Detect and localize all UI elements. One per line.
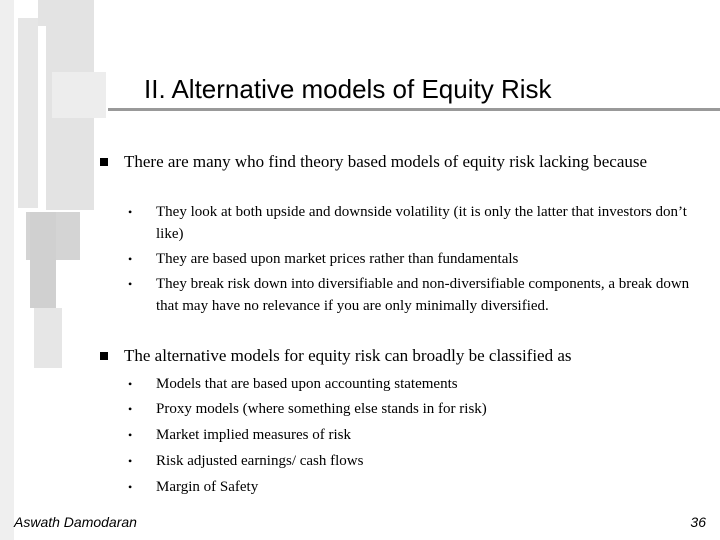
sub-bullet-dot-icon: • <box>128 402 133 416</box>
decorative-stripe <box>38 0 64 26</box>
sub-bullet-dot-icon: • <box>128 277 133 291</box>
page-number: 36 <box>690 514 706 530</box>
sub-bullet-text: Market implied measures of risk <box>156 427 351 443</box>
slide-title: II. Alternative models of Equity Risk <box>144 74 552 104</box>
sub-bullet-text: They look at both upside and downside volatility (it is only the latter that investors don’t like) <box>156 204 687 242</box>
sub-bullet-text: They break risk down into diversifiable and non-diversifiable components, a break down that may have no relevance if you are only minimally diversified. <box>156 276 690 314</box>
sub-bullet-text: Models that are based upon accounting statements <box>156 376 458 392</box>
sub-bullet-dot-icon: • <box>128 252 133 266</box>
main-bullet-text: There are many who find theory based models of equity risk lacking because <box>124 152 648 171</box>
decorative-stripe <box>18 18 38 208</box>
sub-bullet-dot-icon: • <box>128 480 133 494</box>
sub-bullet <box>128 450 703 472</box>
sub-bullet-text: They are based upon market prices rather than fundamentals <box>156 251 519 267</box>
title-divider <box>108 108 720 111</box>
sub-bullet-dot-icon: • <box>128 377 133 391</box>
main-bullet <box>100 150 700 173</box>
main-bullet <box>100 344 700 367</box>
sub-bullet-dot-icon: • <box>128 454 133 468</box>
sub-bullet <box>128 273 703 317</box>
footer-author: Aswath Damodaran <box>14 514 137 530</box>
square-bullet-icon <box>100 158 108 166</box>
sub-bullet-dot-icon: • <box>128 205 133 219</box>
sub-bullet <box>128 424 703 446</box>
sub-bullet <box>128 373 703 395</box>
sub-bullet-text: Risk adjusted earnings/ cash flows <box>156 453 364 469</box>
main-bullet-text: The alternative models for equity risk can broadly be classified as <box>124 346 572 365</box>
sub-bullet <box>128 201 703 245</box>
square-bullet-icon <box>100 352 108 360</box>
sub-bullet-text: Margin of Safety <box>156 479 259 495</box>
sub-bullet-text: Proxy models (where something else stands in for risk) <box>156 401 487 417</box>
sub-bullet <box>128 398 703 420</box>
decorative-stripe <box>52 72 106 118</box>
decorative-stripe <box>30 212 56 308</box>
decorative-stripe <box>0 0 14 540</box>
sub-bullet <box>128 476 703 498</box>
sub-bullet-dot-icon: • <box>128 428 133 442</box>
sub-bullet <box>128 248 703 270</box>
decorative-stripe <box>34 308 62 368</box>
